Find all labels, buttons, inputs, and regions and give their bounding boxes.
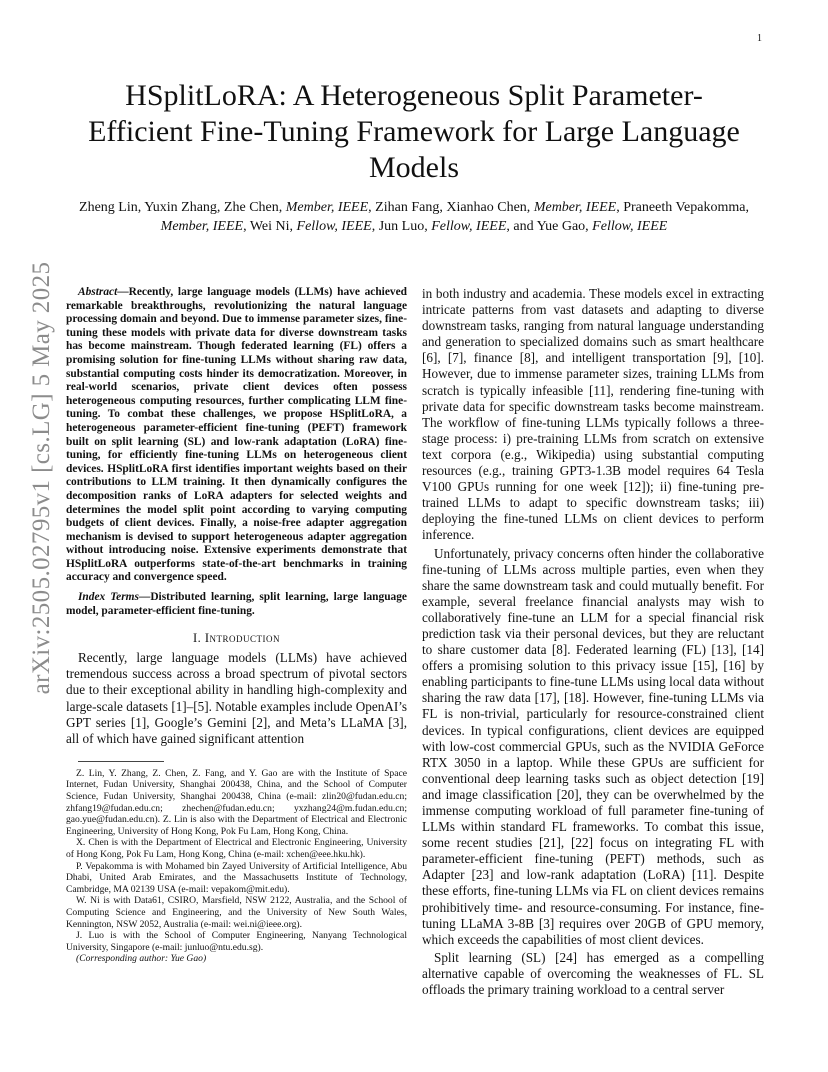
body-paragraph: Split learning (SL) [24] has emerged as a compelling alternative capable of overcoming the weaknesses of FL. SL offloads the primary training workload to a central server [422,949,764,998]
footnote-affiliation: W. Ni is with Data61, CSIRO, Marsfield, NSW 2122, Australia, and the School of Computing Science and Engineering, and the University of New South Wales, Kennington, NSW 2052, Australia (e-mail: wei.ni@ieee.org). [66,895,407,930]
footnote-affiliation: P. Vepakomma is with Mohamed bin Zayed University of Artificial Intelligence, Abu Dhabi, United Arab Emirates, and the Massachusetts Institute of Technology, Cambridge, MA 02139 USA (e-mail: vepakom@mit.edu). [66,860,407,895]
page-number: 1 [757,33,762,44]
paper-title: HSplitLoRA: A Heterogeneous Split Parameter-Efficient Fine-Tuning Framework for Large Language Models [88,79,740,184]
footnote-affiliation: X. Chen is with the Department of Electrical and Electronic Engineering, University of Hong Kong, Pok Fu Lam, Hong Kong, China (e-mail: xchen@eee.hku.hk). [66,837,407,860]
author-affiliation-role: Fellow, IEEE [592,219,668,234]
index-terms-text: —Distributed learning, split learning, large language model, parameter-efficient fine-tuning. [66,591,407,617]
intro-paragraph: Recently, large language models (LLMs) have achieved tremendous success across a broad spectrum of pivotal sectors due to their exceptional ability in handling high-complexity and large-scale datasets [1]–[5]. Notable examples include OpenAI’s GPT series [1], Google’s Gemini [2], and Meta’s LLaMA [3], all of which have gained significant attention [66,650,407,746]
author-segment: , and Yue Gao, [506,219,593,234]
author-segment: Zheng Lin, Yuxin Zhang, Zhe Chen, [79,200,286,215]
author-segment: , Praneeth Vepakomma, [616,200,749,215]
footnote-affiliation: J. Luo is with the School of Computer Engineering, Nanyang Technological University, Singapore (e-mail: junluo@ntu.edu.sg). [66,930,407,953]
left-column [66,286,407,965]
index-terms [66,591,407,618]
author-affiliation-role: Member, IEEE [160,219,244,234]
section-number: I. [192,631,205,646]
section-title: Introduction [204,631,281,646]
body-paragraph: Unfortunately, privacy concerns often hinder the collaborative fine-tuning of LLMs across multiple parties, even when they share the same downstream task and could mutually benefit. For example, several freelance financial analysts may wish to collaboratively fine-tune an LLM for a special financial risk prediction task via their personal devices, but they are reluctant to share customer data [8]. Federated learning (FL) [13], [14] offers a promising solution to this privacy issue [15], [16] by enabling participants to fine-tune LLMs using local data without sharing the raw data [17], [18]. However, fine-tuning LLMs via FL is non-trivial, particularly for resource-constrained client devices. In typical configurations, client devices are equipped with low-cost commercial GPUs, such as the NVIDIA GeForce RTX 3050 in a laptop. While these GPUs are sufficient for conventional deep learning tasks such as object detection [19] and image classification [20], they can be overwhelmed by the immense computing workload of full parameter fine-tuning of LLMs within standard FL frameworks. To combat this issue, some recent studies [21], [22] focus on integrating FL with parameter-efficient fine-tuning (PEFT) methods, such as Adapter [23] and low-rank adaptation (LoRA) [11]. Despite these efforts, fine-tuning LLMs via FL on client devices remains prohibitively time- and resource-consuming. For instance, fine-tuning LLaMA 3-8B [3] requires over 20GB of GPU memory, which exceeds the capabilities of most client devices. [422,545,764,947]
author-segment: , Wei Ni, [243,219,297,234]
author-affiliation-role: Member, IEEE [533,200,617,215]
footnote-corresponding-author: (Corresponding author: Yue Gao) [76,953,207,965]
footnote-divider [78,761,164,762]
author-affiliation-role: Fellow, IEEE [431,219,507,234]
author-segment: , Jun Luo, [371,219,432,234]
arxiv-stamp-text: arXiv:2505.02795v1 [cs.LG] 5 May 2025 [28,261,55,695]
abstract [66,286,407,585]
author-affiliation-role: Fellow, IEEE [296,219,372,234]
section-heading [66,631,407,646]
footnote-affiliation: Z. Lin, Y. Zhang, Z. Chen, Z. Fang, and Y. Gao are with the Institute of Space Internet, Fudan University, Shanghai 200438, China, and the School of Computer Science, Fudan University, Shanghai 200438, China (e-mail: zlin20@fudan.edu.cn; zhfang19@fudan.edu.cn; zhechen@fudan.edu.cn; yxzhang24@m.fudan.edu.cn; gao.yue@fudan.edu.cn). Z. Lin is also with the Department of Electrical and Electronic Engineering, University of Hong Kong, Pok Fu Lam, Hong Kong, China. [66,767,407,837]
abstract-text: —Recently, large language models (LLMs) have achieved remarkable breakthroughs, revolutionizing the natural language processing domain and beyond. Due to immense parameter sizes, fine-tuning these models with private data for diverse downstream tasks has become mainstream. Though federated learning (FL) offers a promising solution for fine-tuning LLMs without sharing raw data, substantial computing costs hinder its democratization. Moreover, in real-world scenarios, private client devices often possess heterogeneous computing resources, further complicating LLM fine-tuning. To combat these challenges, we propose HSplitLoRA, a heterogeneous parameter-efficient fine-tuning (PEFT) framework built on split learning (SL) and low-rank adaptation (LoRA) fine-tuning, for efficiently fine-tuning LLMs on heterogeneous client devices. HSplitLoRA first identifies important weights based on their contributions to LLM training. It then dynamically configures the decomposition ranks of LoRA adapters for selected weights and determines the model split point according to varying computing budgets of client devices. Finally, a noise-free adapter aggregation mechanism is devised to support heterogeneous adapter aggregation without introducing noise. Extensive experiments demonstrate that HSplitLoRA outperforms state-of-the-art benchmarks in training accuracy and convergence speed. [66,286,407,584]
index-terms-label: Index Terms [78,591,139,604]
author-list [78,198,750,236]
right-column [422,286,764,998]
abstract-label: Abstract [78,286,118,298]
author-affiliation-role: Member, IEEE [285,200,369,215]
author-segment: , Zihan Fang, Xianhao Chen, [368,200,534,215]
body-paragraph: in both industry and academia. These models excel in extracting intricate patterns from vast datasets and adapting to diverse downstream tasks, ranging from natural language understanding and generation to specialized domains such as smart healthcare [6], [7], finance [8], and intelligent transportation [9], [10]. However, due to immense parameter sizes, training LLMs from scratch is typically infeasible [11], rendering fine-tuning with private data for specific downstream tasks become mainstream. The workflow of fine-tuning LLMs typically follows a three-stage process: i) pre-training LLMs from scratch on extensive text corpora (e.g., Wikipedia) using substantial computing resources (e.g., training GPT3-1.3B model requires 64 Tesla V100 GPUs running for one week [12]); ii) fine-tuning pre-trained LLMs to adapt to specific downstream tasks; iii) deploying the fine-tuned LLMs on client devices to perform inference. [422,286,764,543]
